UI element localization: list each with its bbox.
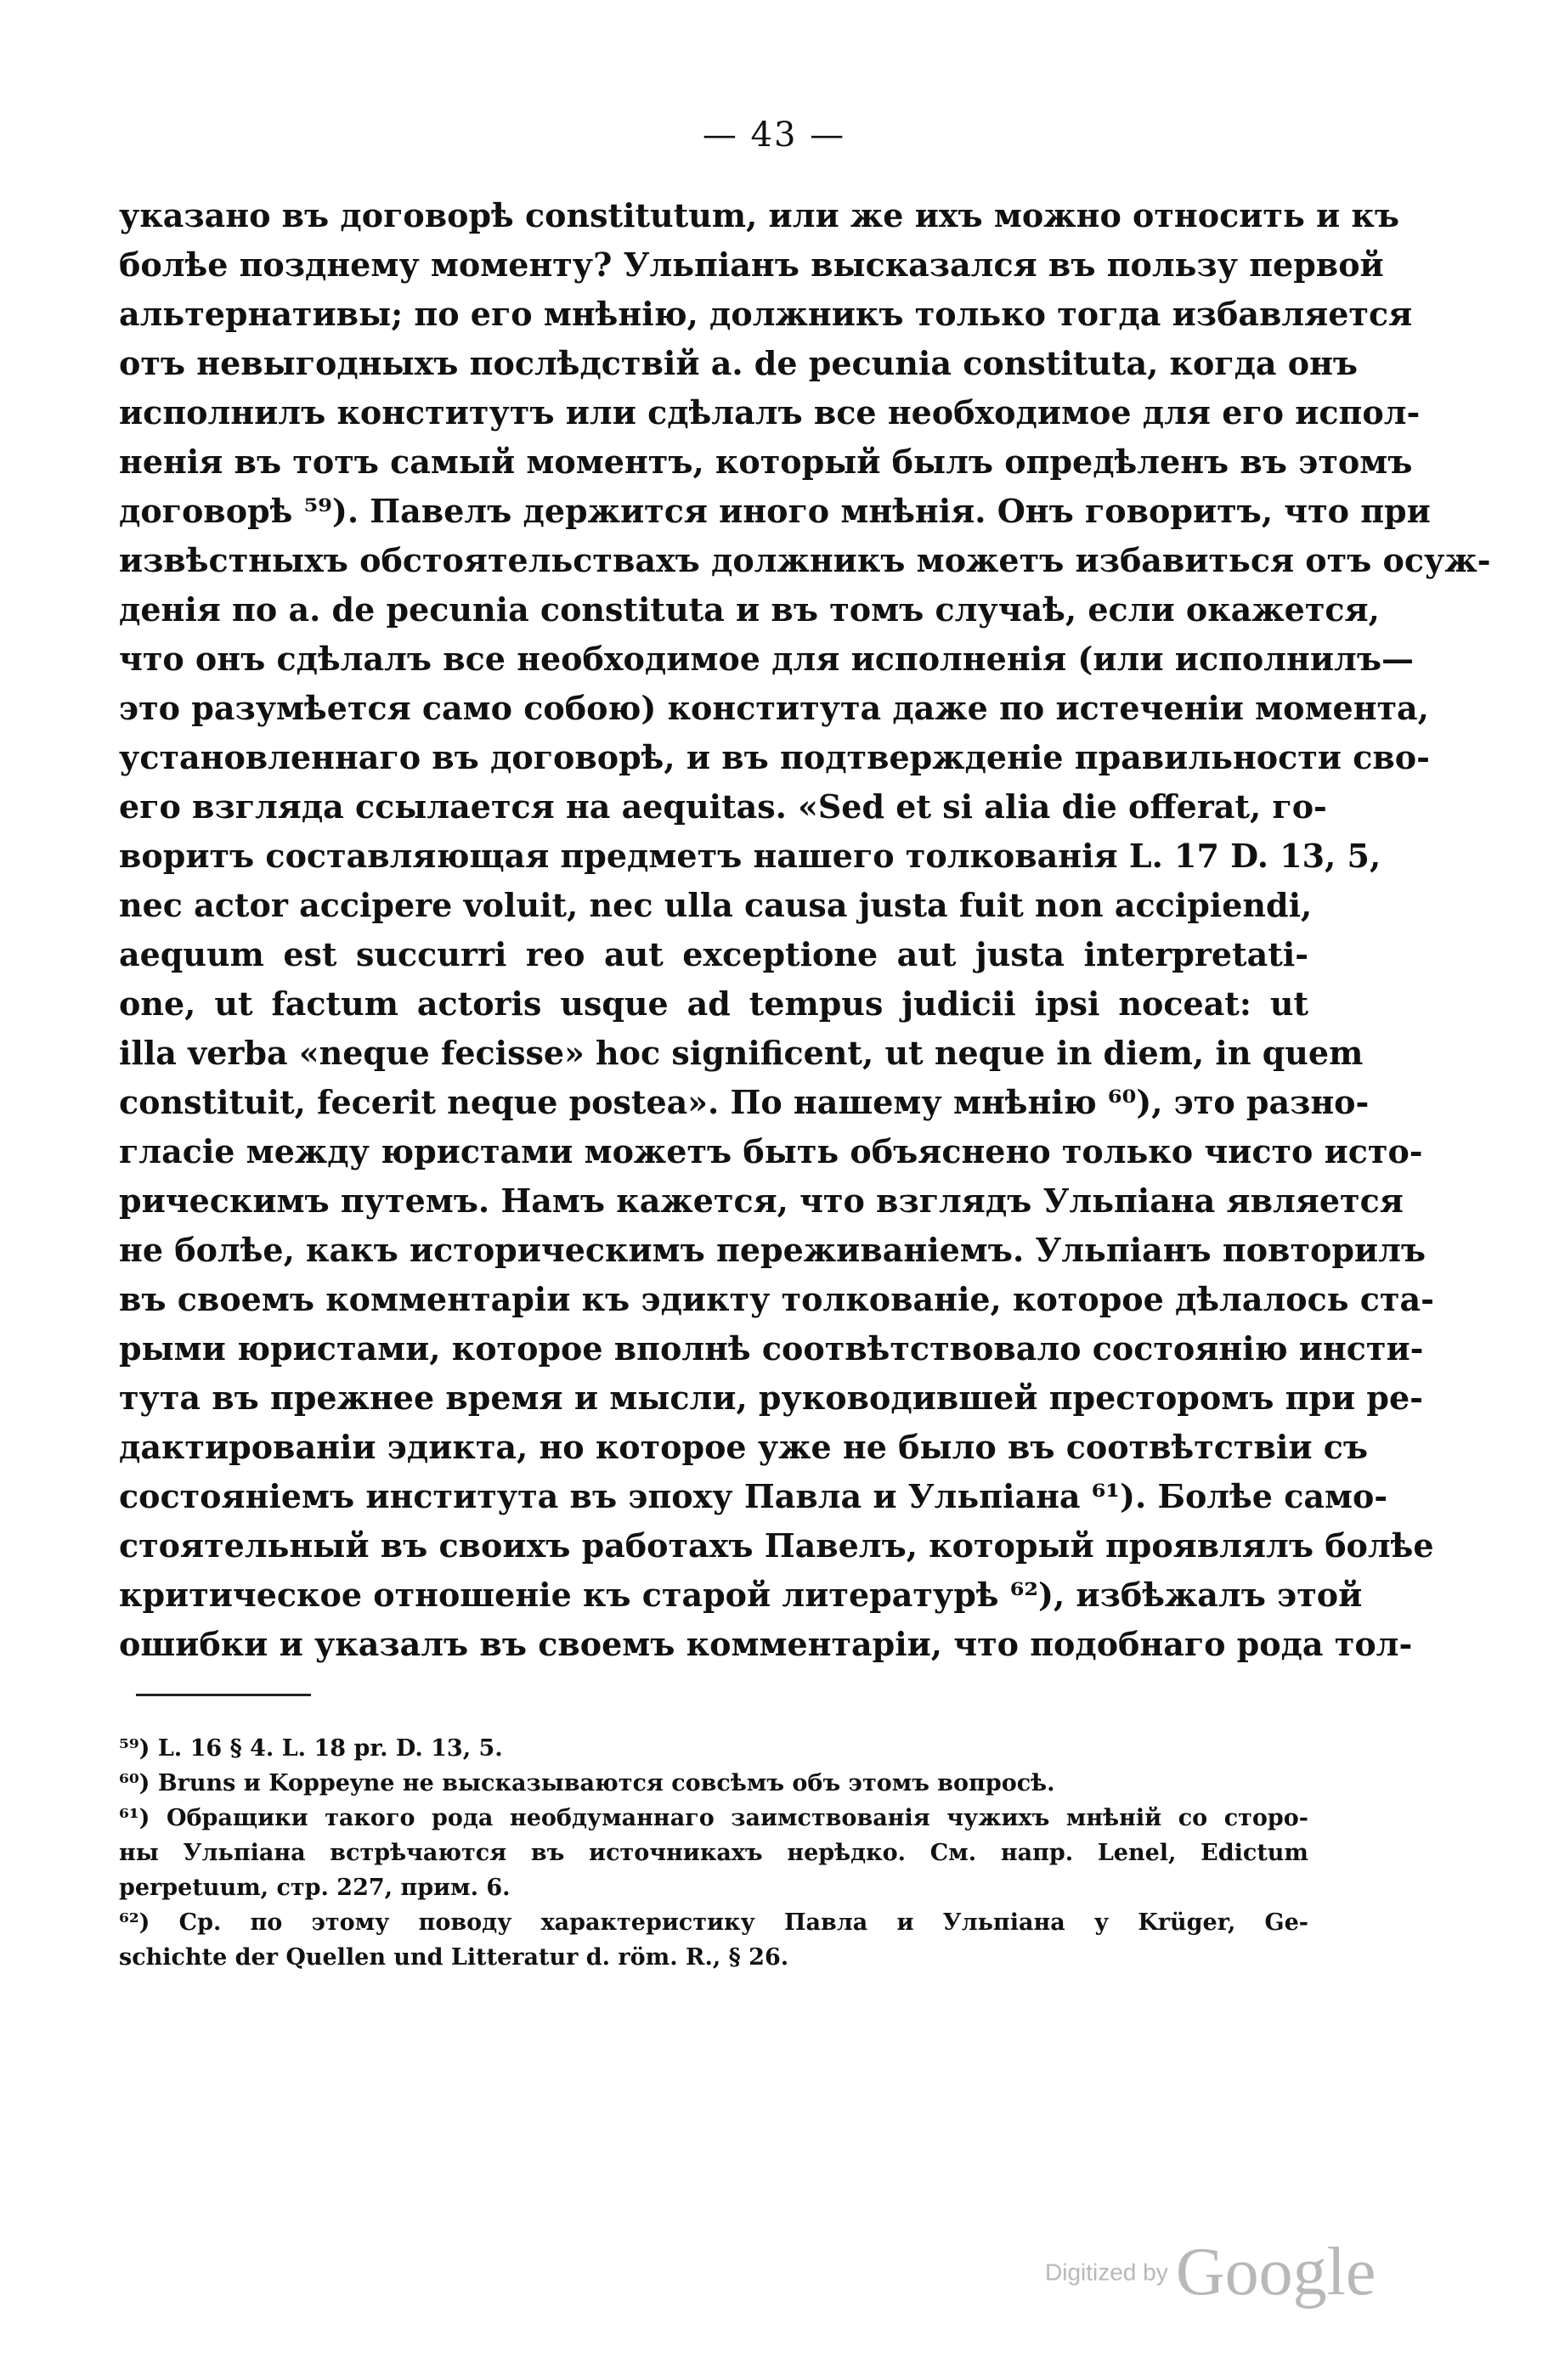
body-line: установленнаго въ договорѣ, и въ подтвержденіе правильности сво- (119, 738, 1430, 776)
footnote-62-line: schichte der Quellen und Litteratur d. röm. R., § 26. (119, 1944, 789, 1971)
footnote-60: ⁶⁰) Bruns и Koppeyne не высказываются совсѣмъ объ этомъ вопросѣ. (119, 1770, 1055, 1796)
footnote-61-line: ⁶¹) Обращики такого рода необдуманнаго заимствованія чужихъ мнѣній со сторо- (119, 1805, 1308, 1831)
body-line: денія по a. de pecunia constituta и въ томъ случаѣ, если окажется, (119, 590, 1380, 629)
body-line: рическимъ путемъ. Намъ кажется, что взглядъ Ульпіана является (119, 1182, 1404, 1220)
google-logo: Google (1175, 2235, 1376, 2310)
body-line: рыми юристами, которое вполнѣ соотвѣтствовало состоянію инсти- (119, 1329, 1424, 1368)
watermark-prefix: Digitized by (1045, 2259, 1168, 2286)
body-line: nec actor accipere voluit, nec ulla causa justa fuit non accipiendi, (119, 886, 1313, 924)
footnotes (119, 1731, 1308, 1975)
body-line: one, ut factum actoris usque ad tempus judicii ipsi noceat: ut (119, 984, 1308, 1023)
body-line: ошибки и указалъ въ своемъ комментаріи, что подобнаго рода тол- (119, 1625, 1413, 1663)
body-line: альтернативы; по его мнѣнію, должникъ только тогда избавляется (119, 295, 1413, 333)
body-line: его взгляда ссылается на aequitas. «Sed et si alia die offerat, го- (119, 787, 1327, 826)
body-line: воритъ составляющая предметъ нашего толкованія L. 17 D. 13, 5, (119, 837, 1381, 875)
body-line: договорѣ ⁵⁹). Павелъ держится иного мнѣнія. Онъ говоритъ, что при (119, 492, 1431, 530)
body-line: состояніемъ института въ эпоху Павла и Ульпіана ⁶¹). Болѣе само- (119, 1477, 1388, 1515)
body-line: критическое отношеніе къ старой литературѣ ⁶²), избѣжалъ этой (119, 1576, 1363, 1614)
body-line: ненія въ тотъ самый моментъ, который былъ опредѣленъ въ этомъ (119, 443, 1413, 481)
body-line: извѣстныхъ обстоятельствахъ должникъ можетъ избавиться отъ осуж- (119, 541, 1491, 579)
body-line: стоятельный въ своихъ работахъ Павелъ, который проявлялъ болѣе (119, 1526, 1434, 1565)
body-line: болѣе позднему моменту? Ульпіанъ высказался въ пользу первой (119, 245, 1384, 284)
body-line: aequum est succurri reo aut exceptione aut justa interpretati- (119, 935, 1308, 973)
footnote-62-line: ⁶²) Ср. по этому поводу характеристику Павла и Ульпіана у Krüger, Ge- (119, 1909, 1308, 1936)
body-line: не болѣе, какъ историческимъ переживаніемъ. Ульпіанъ повторилъ (119, 1231, 1427, 1269)
body-line: это разумѣется само собою) конститута даже по истеченіи момента, (119, 689, 1429, 727)
body-line: въ своемъ комментаріи къ эдикту толкованіе, которое дѣлалось ста- (119, 1280, 1434, 1318)
body-line: гласіе между юристами можетъ быть объяснено только чисто исто- (119, 1132, 1423, 1170)
footnote-59: ⁵⁹) L. 16 § 4. L. 18 pr. D. 13, 5. (119, 1735, 503, 1762)
body-text (119, 191, 1491, 1669)
body-line: дактированіи эдикта, но которое уже не было въ соотвѣтствіи съ (119, 1428, 1369, 1466)
body-line: illa verba «neque fecisse» hoc significent, ut neque in diem, in quem (119, 1034, 1364, 1072)
body-line: что онъ сдѣлалъ все необходимое для исполненія (или исполнилъ— (119, 640, 1414, 678)
body-line: отъ невыгодныхъ послѣдствій a. de pecunia constituta, когда онъ (119, 344, 1359, 382)
footnote-61-line: perpetuum, стр. 227, прим. 6. (119, 1875, 511, 1901)
body-line: constituit, fecerit neque postea». По нашему мнѣнію ⁶⁰), это разно- (119, 1083, 1370, 1121)
page-number: — 43 — (702, 116, 846, 155)
body-line: исполнилъ конститутъ или сдѣлалъ все необходимое для его испол- (119, 393, 1421, 431)
body-line: тута въ прежнее время и мысли, руководившей престоромъ при ре- (119, 1379, 1423, 1417)
body-line: указано въ договорѣ constitutum, или же ихъ можно относить и къ (119, 196, 1399, 234)
footnote-separator (136, 1694, 311, 1696)
digitized-by-google-watermark (1045, 2234, 1385, 2310)
footnote-61-line: ны Ульпіана встрѣчаются въ источникахъ нерѣдко. См. напр. Lenel, Edictum (119, 1840, 1308, 1866)
